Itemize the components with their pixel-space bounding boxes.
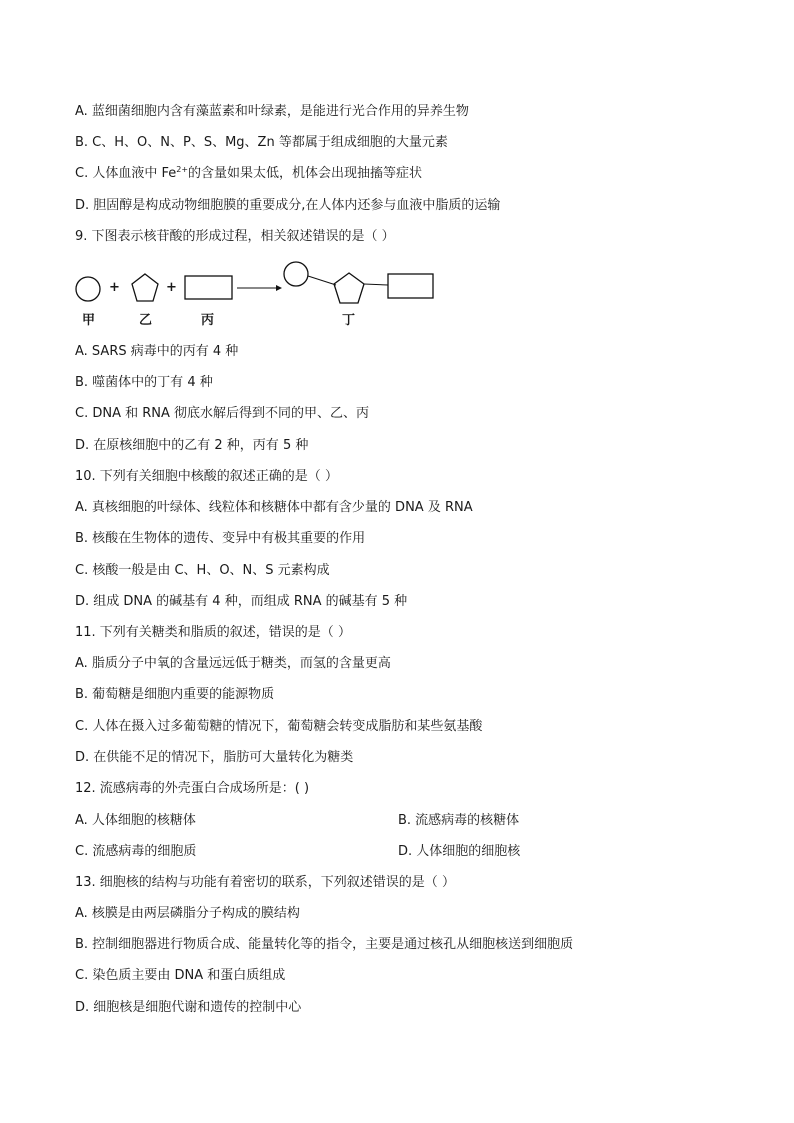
q8-option-c-sup: 2+ (176, 165, 189, 174)
label-yi: 乙 (139, 313, 153, 328)
q9-option-b: B. 噬菌体中的丁有 4 种 (75, 375, 213, 390)
q12-option-d: D. 人体细胞的细胞核 (398, 844, 521, 859)
q8-option-c-pre: C. 人体血液中 Fe (75, 166, 177, 181)
q11-option-c: C. 人体在摄入过多葡萄糖的情况下，葡萄糖会转变成脂肪和某些氨基酸 (75, 719, 483, 734)
q9-stem: 9. 下图表示核苷酸的形成过程，相关叙述错误的是（ ） (75, 229, 395, 244)
q10-option-d: D. 组成 DNA 的碱基有 4 种，而组成 RNA 的碱基有 5 种 (75, 594, 408, 609)
label-ding: 丁 (342, 313, 356, 328)
pentose-pentagon-yi (132, 274, 158, 301)
q11-option-a: A. 脂质分子中氧的含量远远低于糖类，而氢的含量更高 (75, 656, 391, 671)
q9-option-d: D. 在原核细胞中的乙有 2 种，丙有 5 种 (75, 438, 309, 453)
base-rectangle-bing (185, 276, 232, 299)
q13-option-a: A. 核膜是由两层磷脂分子构成的膜结构 (75, 906, 300, 921)
q8-option-d: D. 胆固醇是构成动物细胞膜的重要成分,在人体内还参与血液中脂质的运输 (75, 198, 501, 213)
label-jia: 甲 (82, 313, 96, 328)
q11-option-d: D. 在供能不足的情况下，脂肪可大量转化为糖类 (75, 750, 354, 765)
nucleotide-diagram-shapes (70, 258, 450, 318)
q13-option-d: D. 细胞核是细胞代谢和遗传的控制中心 (75, 1000, 302, 1015)
phosphate-sugar-bond (308, 276, 336, 285)
plus-sign-2: + (166, 280, 177, 295)
q12-option-a: A. 人体细胞的核糖体 (75, 813, 196, 828)
q8-option-a: A. 蓝细菌细胞内含有藻蓝素和叶绿素，是能进行光合作用的异养生物 (75, 104, 469, 119)
q8-option-c (75, 166, 422, 182)
q12-option-c: C. 流感病毒的细胞质 (75, 844, 197, 859)
q13-option-c: C. 染色质主要由 DNA 和蛋白质组成 (75, 968, 286, 983)
q9-option-a: A. SARS 病毒中的丙有 4 种 (75, 344, 239, 359)
q10-stem: 10. 下列有关细胞中核酸的叙述正确的是（ ） (75, 469, 338, 484)
sugar-base-bond (364, 284, 388, 285)
q9-option-c: C. DNA 和 RNA 彻底水解后得到不同的甲、乙、丙 (75, 406, 370, 421)
q11-option-b: B. 葡萄糖是细胞内重要的能源物质 (75, 687, 275, 702)
q12-option-b: B. 流感病毒的核糖体 (398, 813, 520, 828)
nucleotide-formation-diagram (70, 258, 450, 336)
phosphate-circle-jia (76, 277, 100, 301)
nucleotide-base-rectangle (388, 274, 433, 298)
q10-option-b: B. 核酸在生物体的遗传、变异中有极其重要的作用 (75, 531, 366, 546)
q13-option-b: B. 控制细胞器进行物质合成、能量转化等的指令，主要是通过核孔从细胞核送到细胞质 (75, 937, 574, 952)
q8-option-c-post: 的含量如果太低，机体会出现抽搐等症状 (188, 166, 423, 181)
reaction-arrow-head (276, 285, 282, 291)
q10-option-a: A. 真核细胞的叶绿体、线粒体和核糖体中都有含少量的 DNA 及 RNA (75, 500, 473, 515)
plus-sign-1: + (109, 280, 120, 295)
q11-stem: 11. 下列有关糖类和脂质的叙述，错误的是（ ） (75, 625, 351, 640)
nucleotide-phosphate-circle (284, 262, 308, 286)
q13-stem: 13. 细胞核的结构与功能有着密切的联系，下列叙述错误的是（ ） (75, 875, 455, 890)
q10-option-c: C. 核酸一般是由 C、H、O、N、S 元素构成 (75, 563, 330, 578)
label-bing: 丙 (201, 313, 215, 328)
nucleotide-pentagon (334, 273, 364, 303)
q12-stem: 12. 流感病毒的外壳蛋白合成场所是：( ) (75, 781, 310, 796)
q8-option-b: B. C、H、O、N、P、S、Mg、Zn 等都属于组成细胞的大量元素 (75, 135, 448, 150)
